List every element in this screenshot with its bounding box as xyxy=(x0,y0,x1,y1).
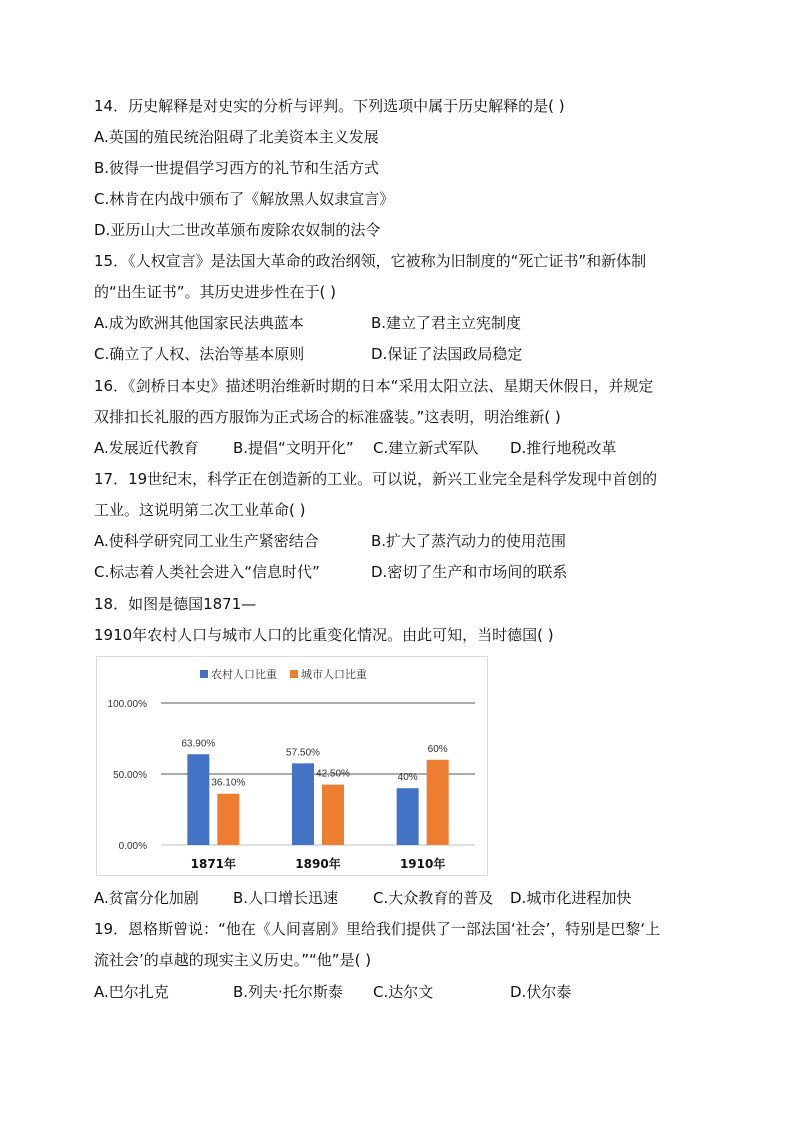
q17-option-c: C.标志着人类社会进入“信息时代” xyxy=(94,563,320,581)
y-tick-label-0: 0.00% xyxy=(118,841,147,852)
bar-0-1 xyxy=(292,763,314,845)
data-label-1-2: 60% xyxy=(427,743,448,755)
q14-option-b: B.彼得一世提倡学习西方的礼节和生活方式 xyxy=(94,159,380,177)
q19-option-c: C.达尔文 xyxy=(373,983,434,1001)
bar-1-0 xyxy=(217,794,239,845)
q17-stem-line1: 17．19世纪末，科学正在创造新的工业。可以说，新兴工业完全是科学发现中首创的 xyxy=(94,470,658,488)
q18-option-b: B.人口增长迅速 xyxy=(233,889,339,907)
legend-swatch-0 xyxy=(200,670,208,678)
population-chart-svg xyxy=(97,657,487,875)
q16-option-c: C.建立新式军队 xyxy=(373,439,479,457)
q19-stem-line1: 19．恩格斯曾说：“他在《人间喜剧》里给我们提供了一部法国‘社会’，特别是巴黎‘上 xyxy=(94,920,661,938)
data-label-0-0: 63.90% xyxy=(181,738,216,750)
q18-stem-line1: 18．如图是德国1871— xyxy=(94,595,257,613)
bar-1-1 xyxy=(322,785,344,845)
data-label-0-1: 57.50% xyxy=(286,747,320,759)
q14-option-d: D.亚历山大二世改革颁布废除农奴制的法令 xyxy=(94,221,381,239)
q14-option-c: C.林肯在内战中颁布了《解放黑人奴隶宣言》 xyxy=(94,190,395,208)
data-label-0-2: 40% xyxy=(397,772,418,784)
q18-option-c: C.大众教育的普及 xyxy=(373,889,494,907)
x-tick-label-1: 1890年 xyxy=(295,857,341,871)
q15-option-d: D.保证了法国政局稳定 xyxy=(371,345,523,363)
q15-option-c: C.确立了人权、法治等基本原则 xyxy=(94,345,305,363)
x-tick-label-0: 1871年 xyxy=(190,857,237,871)
y-tick-label-1: 50.00% xyxy=(113,770,147,781)
q16-stem-line2: 双排扣长礼服的西方服饰为正式场合的标准盛装。”这表明，明治维新( ) xyxy=(94,408,561,426)
q16-option-d: D.推行地税改革 xyxy=(510,439,617,457)
q15-option-b: B.建立了君主立宪制度 xyxy=(371,314,522,332)
y-tick-label-2: 100.00% xyxy=(107,699,147,710)
q18-option-a: A.贫富分化加剧 xyxy=(94,889,199,907)
q14-stem: 14．历史解释是对史实的分析与评判。下列选项中属于历史解释的是( ) xyxy=(94,97,565,115)
q17-option-d: D.密切了生产和市场间的联系 xyxy=(371,563,568,581)
q19-option-d: D.伏尔泰 xyxy=(510,983,572,1001)
bar-0-2 xyxy=(397,788,419,845)
q14-option-a: A.英国的殖民统治阻碍了北美资本主义发展 xyxy=(94,128,379,146)
bar-1-2 xyxy=(427,760,449,845)
legend-label-0: 农村人口比重 xyxy=(211,668,277,681)
q15-option-a: A.成为欧洲其他国家民法典蓝本 xyxy=(94,314,304,332)
q17-option-a: A.使科学研究同工业生产紧密结合 xyxy=(94,532,319,550)
data-label-1-0: 36.10% xyxy=(211,777,246,789)
q19-stem-line2: 流社会’的卓越的现实主义历史。”“他”是( ) xyxy=(94,951,372,969)
q15-stem-line1: 15．《人权宣言》是法国大革命的政治纲领，它被称为旧制度的“死亡证书”和新体制 xyxy=(94,252,647,270)
legend-swatch-1 xyxy=(290,670,298,678)
bar-0-0 xyxy=(187,754,209,845)
q16-option-b: B.提倡“文明开化” xyxy=(233,439,354,457)
q15-stem-line2: 的“出生证书”。其历史进步性在于( ) xyxy=(94,283,337,301)
legend-label-1: 城市人口比重 xyxy=(301,668,367,681)
population-chart xyxy=(96,656,488,876)
q18-option-d: D.城市化进程加快 xyxy=(510,889,632,907)
q19-option-a: A.巴尔扎克 xyxy=(94,983,169,1001)
q16-stem-line1: 16．《剑桥日本史》描述明治维新时期的日本“采用太阳立法、星期天休假日，并规定 xyxy=(94,377,654,395)
x-tick-label-2: 1910年 xyxy=(399,857,446,871)
data-label-1-1: 42.50% xyxy=(316,768,350,780)
q17-stem-line2: 工业。这说明第二次工业革命( ) xyxy=(94,501,306,519)
q17-option-b: B.扩大了蒸汽动力的使用范围 xyxy=(371,532,567,550)
q19-option-b: B.列夫·托尔斯泰 xyxy=(233,983,343,1001)
q18-stem-line2: 1910年农村人口与城市人口的比重变化情况。由此可知，当时德国( ) xyxy=(94,626,554,644)
q16-option-a: A.发展近代教育 xyxy=(94,439,199,457)
